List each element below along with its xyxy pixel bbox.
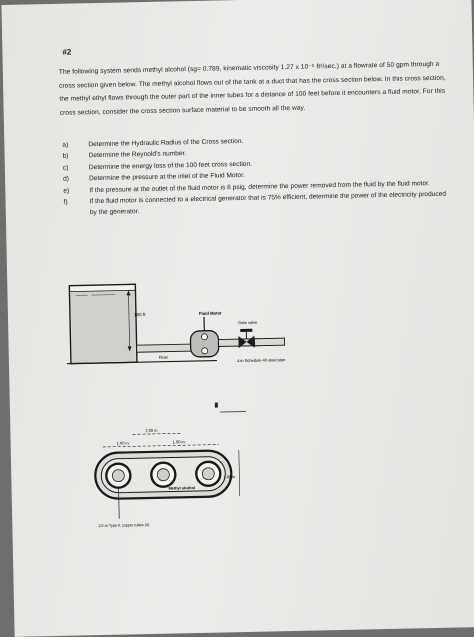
fluid-label: Methyl alcohol: [169, 486, 195, 491]
question-label: c): [63, 162, 89, 174]
underline-mark: [220, 411, 246, 413]
flow-label: Flow: [159, 355, 169, 360]
page-mark: [215, 403, 218, 408]
fluid-motor-label: Fluid Motor: [199, 310, 222, 315]
gate-valve-label: Gate valve: [238, 320, 258, 325]
height-label: 165 ft: [134, 312, 146, 317]
worksheet-page: [1, 0, 474, 637]
question-text: Determine the Reynold's number.: [89, 143, 453, 162]
cross-section-diagram: [72, 419, 274, 543]
copper-tube-left: [106, 463, 130, 487]
tube-label: 1/2-in Type K copper tubes (3): [98, 523, 150, 528]
question-label: b): [63, 151, 89, 163]
pipe-label: [237, 357, 286, 363]
overall-width-label: 2.00 in: [145, 428, 157, 433]
question-text: Determine the pressure at the inlet of the Fluid Motor.: [89, 166, 453, 185]
question-list: [62, 132, 454, 220]
copper-tube-right: [196, 462, 220, 486]
question-text: Determine the energy loss of the 100 feet cross section.: [89, 154, 453, 173]
question-text: If the fluid motor is connected to a electrical generator that is 75% efficient, determine the power of the electricity produced by the generator.: [89, 189, 453, 219]
spacing-right-label: 1.00 in: [173, 439, 185, 444]
question-text: If the pressure at the outlet of the fluid motor is 8 psig, determine the power removed from the fluid by the fluid motor.: [89, 177, 453, 196]
spacing-left-label: 1.00 in: [117, 440, 129, 445]
question-text: Determine the Hydraulic Radius of the Cross section.: [88, 132, 452, 151]
problem-statement: The following system sends methyl alcohol (sg= 0.789, kinematic viscosity 1.27 x 10⁻⁵ ft²/sec.) at a flowrate of 50 gpm through a cross section given below. The methyl alcohol flows out of the tank at a duct that has the cross section below. In this cross section, the methyl ethyl flows through the outer part of the inner tubes for a distance of 100 feet before it encounters a fluid motor. For this cross section, consider the cross section surface material to be smooth all the way.: [59, 58, 452, 121]
question-label: e): [63, 185, 89, 197]
question-label: d): [63, 173, 89, 185]
system-diagram: [65, 269, 307, 384]
copper-tube-middle: [151, 462, 175, 486]
question-label: f): [63, 196, 89, 219]
tank-liquid: [70, 290, 135, 362]
height-dim-label: 1.00 in: [223, 474, 235, 479]
outlet-pipe: [137, 344, 199, 352]
question-label: a): [62, 139, 88, 151]
problem-number: #2: [62, 48, 71, 57]
pipe-label-text: 4-in Schedule 40 steel pipe: [237, 357, 286, 363]
